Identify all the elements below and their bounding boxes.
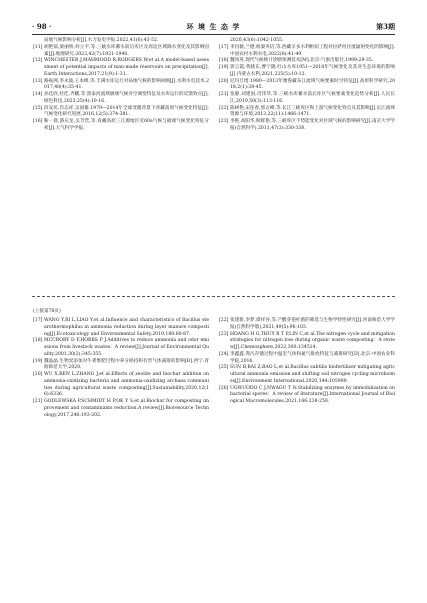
- reference-item: [26] UGWUODO C J,NWAGU T N.Stabilizing enzymes by immobilization on bacterial spores：A review of literature[J].International Journal of Biological Macromolecules,2021,166:238-250.: [219, 385, 395, 404]
- reference-column-right: [219, 318, 395, 406]
- reference-item: [13] 路振洲,李永波,王本峰,等.丰满水库运行对局地气候的影响回顾[J].水利水电技术,2017,48(4):35-41.: [33, 78, 209, 91]
- header-rule: [32, 34, 395, 35]
- page-header: [32, 21, 395, 33]
- reference-item: [22] 张建新,李梦,谭祥谷,等.产酸芽孢杆菌的筛选与生物学特性研究[J].河南师范大学学报(自然科学版),2021,49(5):96-103.: [219, 318, 395, 330]
- reference-item: [15] 段安民,肖志祥,吴国雄.1979—2014年全球变暖背景下青藏高原气候变化特征[J].气候变化研究进展,2016,12(5):374-381.: [33, 105, 209, 118]
- journal-title: 环 境 生 态 学: [186, 22, 241, 31]
- reference-item: 局地气候影响分析[J].水力发电学报.2022,41(6):43-52.: [44, 38, 159, 43]
- reference-item: [18] MCCRORY D F,HOBBS P J.Additives to reduce ammonia and odor emissions from livestock wastes：A review[J].Journal of Environmental Quality,2001,30(2):345-355.: [33, 338, 209, 357]
- reference-item: [11] 胡艳茹,梁丽娇,何立平,等.三峡水库蓄水前后库区及周边区域降水变化及其影响因素[J].地理研究.2023,42(7):1921-1940.: [33, 44, 209, 57]
- reference-item: [24] 李鑫鑫.粪污存储过程中温室气体和氮气排放特征与减排研究[D].北京:中国农业科学院,2016.: [219, 351, 395, 364]
- continuation-label: (上接第78页): [33, 309, 61, 314]
- reference-item: [21] 张静,刘建国,肖伟华,等.三峡水库蓄水前后库区气候要素变化趋势分析[J].人民长江,2019,50(3):113-116.: [219, 92, 395, 104]
- reference-column-left: [33, 318, 209, 419]
- reference-item: [25] SUN B,BAI Z,BAO L,et al.Bacillus subtilis biofertilizer mitigating agricultural ammonia emission and shifting soil nitrogen cycling microbiomes[J].Environment International,2020,144:105989.: [219, 365, 395, 384]
- reference-item: [19] 魏晶晶.生物炭添加对牛粪堆肥过程中养分损持和有害气体减排的影响[D].西宁:青海师范大学,2020.: [33, 358, 209, 371]
- reference-item: [19] 郭云霞,黄晓东,曹宁隆.红山水库1951—2018年气候变化及其对生态环境的影响[J].内蒙古水利,2021,225(5):10-12.: [219, 65, 395, 77]
- reference-item: [20] 尼玛旦增.1980—2013年雅鲁藏布江流域气候要素时空特征[J].高原科学研究,2018,2(1):38-45.: [219, 78, 395, 91]
- reference-item: [17] WANG Y,BI L,LIAO Y,et al.Influence and characteristics of Bacillus stearothermophilus in ammonia reduction during layer manure composting[J].Ecotoxicology and Environmental Safety,2019,180:80-87.: [33, 318, 209, 337]
- reference-column-left: [33, 38, 209, 133]
- reference-item: [14] 孙佳欣,杜佳,齐鹏,等.黑泰河流域极端气候对空调变特征及水库运行的反馈效应[J].绿色科技,2023,25(4):10-16.: [33, 92, 209, 104]
- reference-item: [12] WINCHESTER J,MAHMOOD R,RODGERS W,et al.A model-based assessment of potential impacts of man-made reservoirs on precipitation[J].Earth Interactions,2017,21(9):1-31.: [33, 58, 209, 77]
- reference-item: [17] 李昌薇,兰德,杨秦央培,等.西藏羊多水利枢纽工程对拉萨河径流辐射变化的影响[J].中国农村水利水电,2022(8):41-49.: [219, 44, 395, 57]
- reference-item: [22] 陈树艳,宋连春,郭占峰,等.长江三峡库区和上游气候变化特点及其影响[J].长江流域资源与环境,2013,22(11):1466-1471.: [219, 105, 395, 118]
- reference-item: [16] 靳一晨,游庆龙,吴芳营,等.青藏高原三江源地区近60a气候与极端气候变化特征分析[J].大气科学学报,: [33, 119, 209, 131]
- reference-item: [23] HOANG H G,THUY B T P,LIN C,et al.The nitrogen cycle and mitigation strategies for nitrogen loss during organic waste composting：A review[J].Chemosphere,2022,300:134514.: [219, 331, 395, 350]
- page-number: · 98 ·: [32, 22, 52, 31]
- reference-item: [18] 魏凤英.现代气候统计诊断预测技术[M].北京:气象出版社,1999:29-35.: [219, 58, 374, 64]
- reference-item: [21] GODLEWSKA P,SCHMIDT H P,OK Y S,et al.Biochar for composting improvement and contaminants reduction.A review[J].Bioresource Technology,2017,246:193-202.: [33, 399, 209, 418]
- reference-item: [23] 李艳,高阳华,顾辉艳,等.三峡库区不势能变化对区域气候的影响研究[J].南京大学学报(自然科学),2011,47(3):330-338.: [219, 119, 395, 131]
- issue-number: 第3期: [376, 22, 395, 31]
- reference-column-right: [219, 38, 395, 133]
- reference-item: [20] WU X,REN L,ZHANG J,et al.Effects of zeolite and biochar addition on ammonia-oxidizing bacteria and ammonia-oxidizing archaea communities during agricultural waste composting[J].Sustainability,2020,12(16):6336.: [33, 372, 209, 398]
- section-separator: [32, 296, 395, 297]
- reference-item: 2020,43(6):1042-1055.: [230, 38, 284, 43]
